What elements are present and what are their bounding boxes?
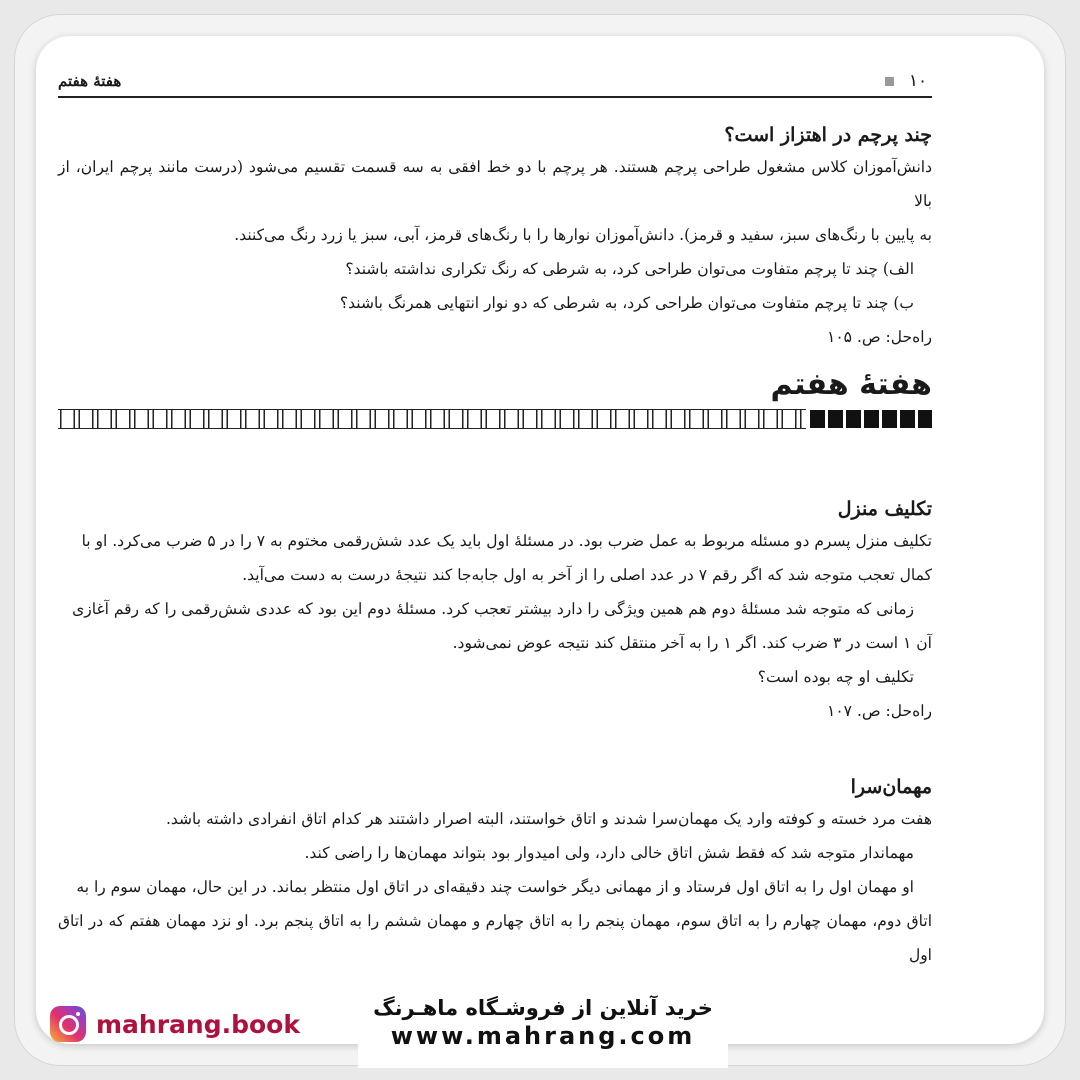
puzzle-guesthouse-text-1: هفت مرد خسته و کوفته وارد یک مهمان‌سرا شدند و اتاق خواستند، البته اصرار داشتند هر کدام اتاق انفرادی داشته باشد. (165, 810, 932, 828)
instagram-handle[interactable]: mahrang.book (96, 1009, 300, 1039)
chapter-heading (58, 364, 932, 430)
puzzle-guesthouse-title: مهمان‌سرا (850, 776, 932, 798)
puzzle-homework (58, 494, 932, 728)
chapter-bar-dark (810, 410, 932, 428)
running-title: هفتهٔ هفتم (58, 72, 122, 90)
promo-footer (36, 978, 1044, 1068)
instagram-icon (50, 1006, 86, 1042)
chapter-bar-light (58, 409, 806, 429)
puzzle-homework-solution: راه‌حل: ص. ۱۰۷ (827, 702, 932, 720)
running-header (58, 66, 932, 98)
puzzle-flags (58, 120, 932, 354)
puzzle-homework-text-2: کمال تعجب متوجه شد که اگر رقم ۷ در عدد اصلی را از آخر به اول جابه‌جا کند نتیجهٔ درست به دست می‌آید. (242, 566, 932, 584)
puzzle-homework-title: تکلیف منزل (837, 498, 932, 520)
puzzle-flags-text-2: به پایین با رنگ‌های سبز، سفید و قرمز). دانش‌آموزان نوارها را با رنگ‌های قرمز، آبی، سبز یا زرد رنگ می‌کنند. (234, 226, 932, 244)
puzzle-homework-question: تکلیف او چه بوده است؟ (757, 668, 914, 686)
puzzle-homework-text-4: آن ۱ است در ۳ ضرب کند. اگر ۱ را به آخر منتقل کند نتیجه عوض نمی‌شود. (452, 634, 932, 652)
puzzle-guesthouse-text-4: اتاق دوم، مهمان چهارم را به اتاق سوم، مهمان پنجم را به اتاق چهارم و مهمان ششم را به اتاق پنجم برد. او نزد مهمان هفتم که در اتاق اول (58, 912, 932, 964)
puzzle-homework-text-1: تکلیف منزل پسرم دو مسئله مربوط به عمل ضرب بود. در مسئلهٔ اول باید یک عدد شش‌رقمی مختوم به ۷ را در ۵ ضرب می‌کرد. او با (81, 532, 932, 550)
puzzle-flags-part-a: الف) چند تا پرچم متفاوت می‌توان طراحی کرد، به شرطی که رنگ تکراری نداشته باشند؟ (345, 260, 914, 278)
shop-url-link[interactable]: www.mahrang.com (390, 1022, 696, 1050)
puzzle-flags-solution: راه‌حل: ص. ۱۰۵ (827, 328, 932, 346)
puzzle-homework-text-3: زمانی که متوجه شد مسئلهٔ دوم هم همین ویژگی را دارد بیشتر تعجب کرد. مسئلهٔ دوم این بود که عددی شش‌رقمی را که رقم آغازی (72, 600, 914, 618)
puzzle-guesthouse-text-3: او مهمان اول را به اتاق اول فرستاد و از مهمانی دیگر خواست چند دقیقه‌ای در اتاق اول منتظر بماند. در این حال، مهمان سوم را به (76, 878, 914, 896)
puzzle-guesthouse (58, 772, 932, 972)
puzzle-flags-text-1: دانش‌آموزان کلاس مشغول طراحی پرچم هستند. هر پرچم با دو خط افقی به سه قسمت تقسیم می‌شود (درست مانند پرچم ایران، از بالا (58, 158, 932, 210)
header-square-icon (885, 77, 894, 86)
chapter-title: هفتهٔ هفتم (770, 367, 932, 402)
shop-title: خرید آنلاین از فروشـگاه ماهـرنگ (373, 996, 713, 1020)
puzzle-flags-part-b: ب) چند تا پرچم متفاوت می‌توان طراحی کرد، به شرطی که دو نوار انتهایی همرنگ باشند؟ (339, 294, 914, 312)
instagram-badge[interactable] (50, 1006, 300, 1042)
puzzle-guesthouse-text-2: مهماندار متوجه شد که فقط شش اتاق خالی دارد، ولی امیدوار بود بتواند مهمان‌ها را راضی کند. (304, 844, 914, 862)
puzzle-flags-title: چند پرچم در اهتزاز است؟ (724, 124, 932, 146)
shop-banner (358, 986, 728, 1068)
page-number: ۱۰ (908, 71, 928, 91)
chapter-decorative-bar (58, 408, 932, 430)
